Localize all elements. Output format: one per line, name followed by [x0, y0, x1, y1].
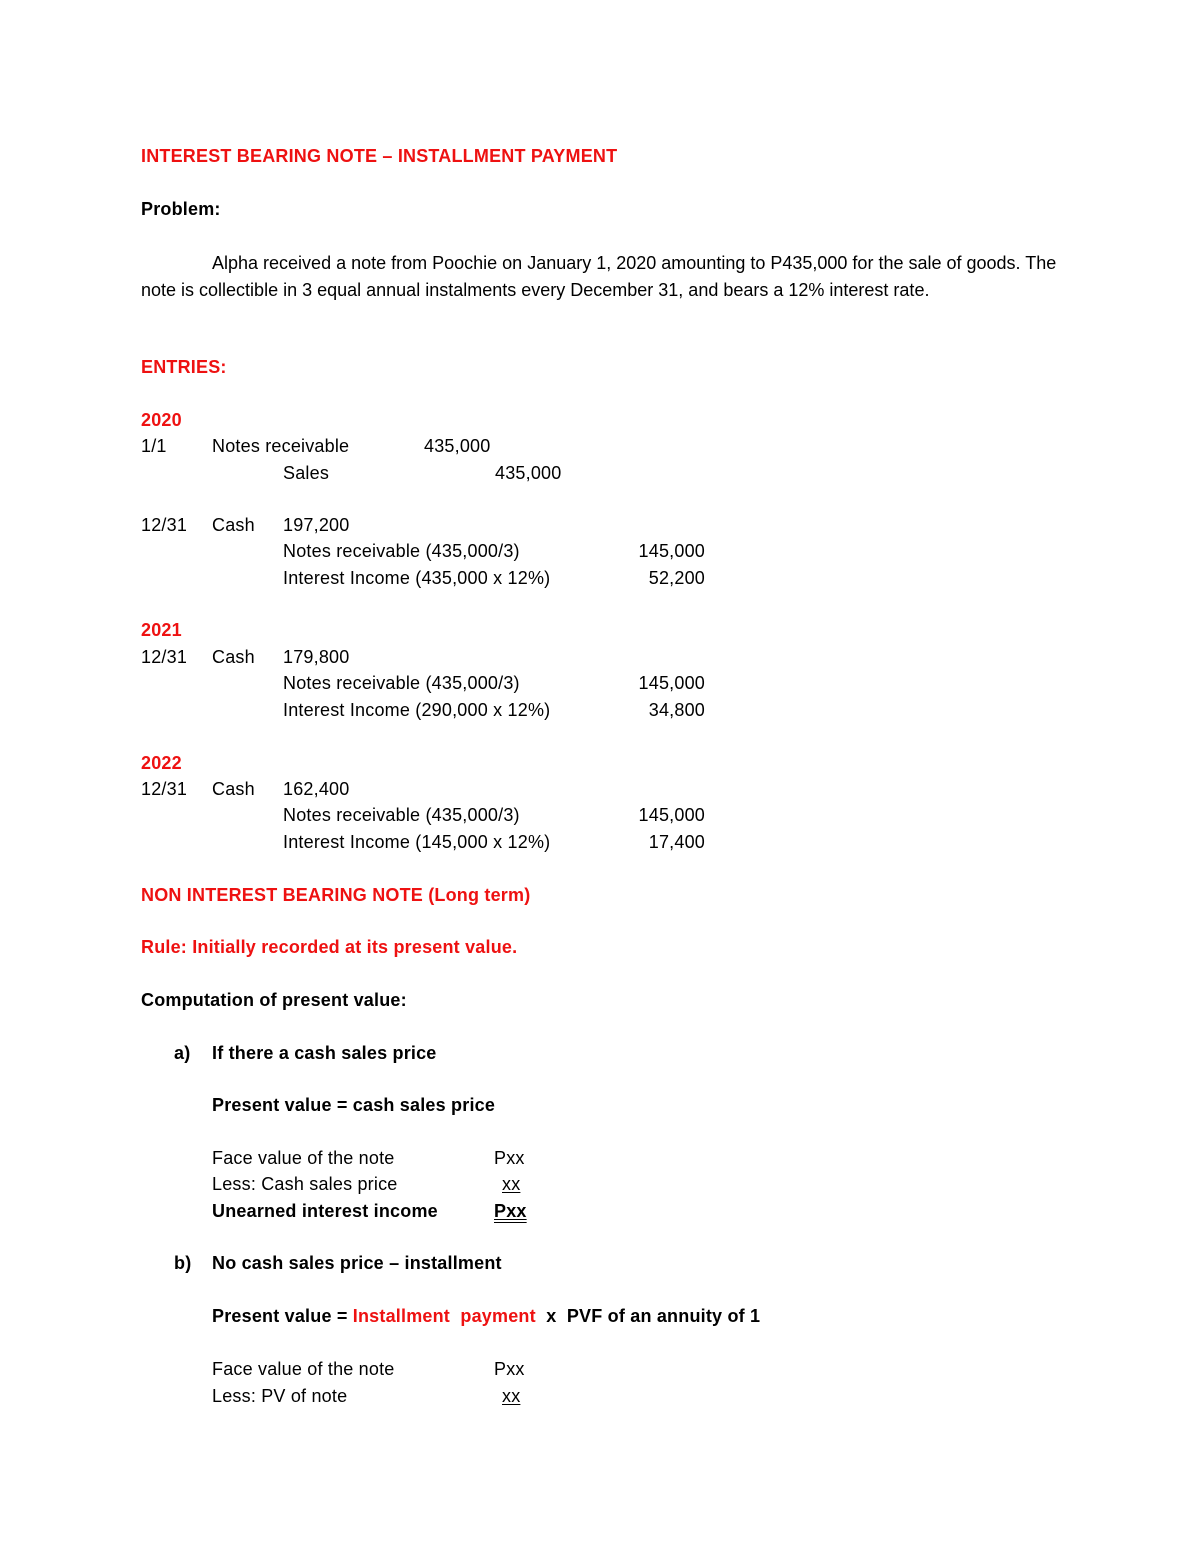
computation-label-row: Unearned interest income — [212, 1201, 438, 1221]
case-heading: No cash sales price – installment — [212, 1253, 502, 1273]
year-2021: 2021 — [141, 620, 182, 640]
rule-text: Rule: Initially recorded at its present value. — [141, 937, 518, 957]
formula-highlight: Installment payment — [352, 1306, 536, 1326]
entry-date: 1/1 — [141, 436, 167, 456]
computation-label-row: Face value of the note — [212, 1148, 395, 1168]
formula-suffix: x PVF of an annuity of 1 — [535, 1306, 761, 1326]
entry-credit-amount: 52,200 — [648, 568, 705, 588]
section-title: NON INTEREST BEARING NOTE (Long term) — [141, 885, 531, 905]
entry-credit-amount: 145,000 — [638, 541, 705, 561]
list-marker: b) — [174, 1253, 192, 1273]
case-formula — [212, 1305, 760, 1327]
computation-value: Pxx — [494, 1359, 525, 1379]
year-2022: 2022 — [141, 753, 182, 773]
computation-label-row: Less: Cash sales price — [212, 1174, 398, 1194]
entry-credit-account: Interest Income (290,000 x 12%) — [283, 700, 551, 720]
entry-credit-account: Interest Income (435,000 x 12%) — [283, 568, 551, 588]
entries-label: ENTRIES: — [141, 357, 227, 377]
entry-credit-account: Notes receivable (435,000/3) — [283, 541, 520, 561]
computation-value: xx — [502, 1174, 521, 1194]
entry-credit-amount: 435,000 — [495, 463, 562, 483]
entry-debit-account: Cash — [212, 647, 255, 667]
entry-date: 12/31 — [141, 779, 188, 799]
entry-credit-account: Sales — [283, 463, 330, 483]
entry-credit-account: Notes receivable (435,000/3) — [283, 805, 520, 825]
document-title: INTEREST BEARING NOTE – INSTALLMENT PAYMENT — [141, 146, 618, 166]
entry-credit-account: Interest Income (145,000 x 12%) — [283, 832, 551, 852]
computation-value: Pxx — [494, 1148, 525, 1168]
entry-debit-amount: 162,400 — [283, 779, 350, 799]
entry-date: 12/31 — [141, 647, 188, 667]
computation-label-row: Face value of the note — [212, 1359, 395, 1379]
entry-date: 12/31 — [141, 515, 188, 535]
entry-credit-amount: 145,000 — [638, 673, 705, 693]
entry-debit-account: Notes receivable — [212, 436, 350, 456]
problem-label: Problem: — [141, 199, 221, 219]
computation-label-row: Less: PV of note — [212, 1386, 348, 1406]
case-formula: Present value = cash sales price — [212, 1095, 496, 1115]
entry-debit-amount: 197,200 — [283, 515, 350, 535]
computation-value: xx — [502, 1386, 521, 1406]
computation-value: Pxx — [494, 1201, 527, 1221]
entry-debit-amount: 435,000 — [424, 436, 491, 456]
entry-credit-account: Notes receivable (435,000/3) — [283, 673, 520, 693]
entry-debit-account: Cash — [212, 515, 255, 535]
year-2020: 2020 — [141, 410, 182, 430]
list-marker: a) — [174, 1043, 191, 1063]
entry-credit-amount: 17,400 — [648, 832, 705, 852]
problem-text: Alpha received a note from Poochie on January 1, 2020 amounting to P435,000 for the sale of goods. The note is collectible in 3 equal annual instalments every December 31, and bears a 12% interest rate. — [141, 253, 1057, 300]
entry-credit-amount: 145,000 — [638, 805, 705, 825]
computation-label: Computation of present value: — [141, 990, 407, 1010]
entry-credit-amount: 34,800 — [648, 700, 705, 720]
formula-prefix: Present value = — [212, 1306, 353, 1326]
entry-debit-amount: 179,800 — [283, 647, 350, 667]
case-heading: If there a cash sales price — [212, 1043, 437, 1063]
entry-debit-account: Cash — [212, 779, 255, 799]
